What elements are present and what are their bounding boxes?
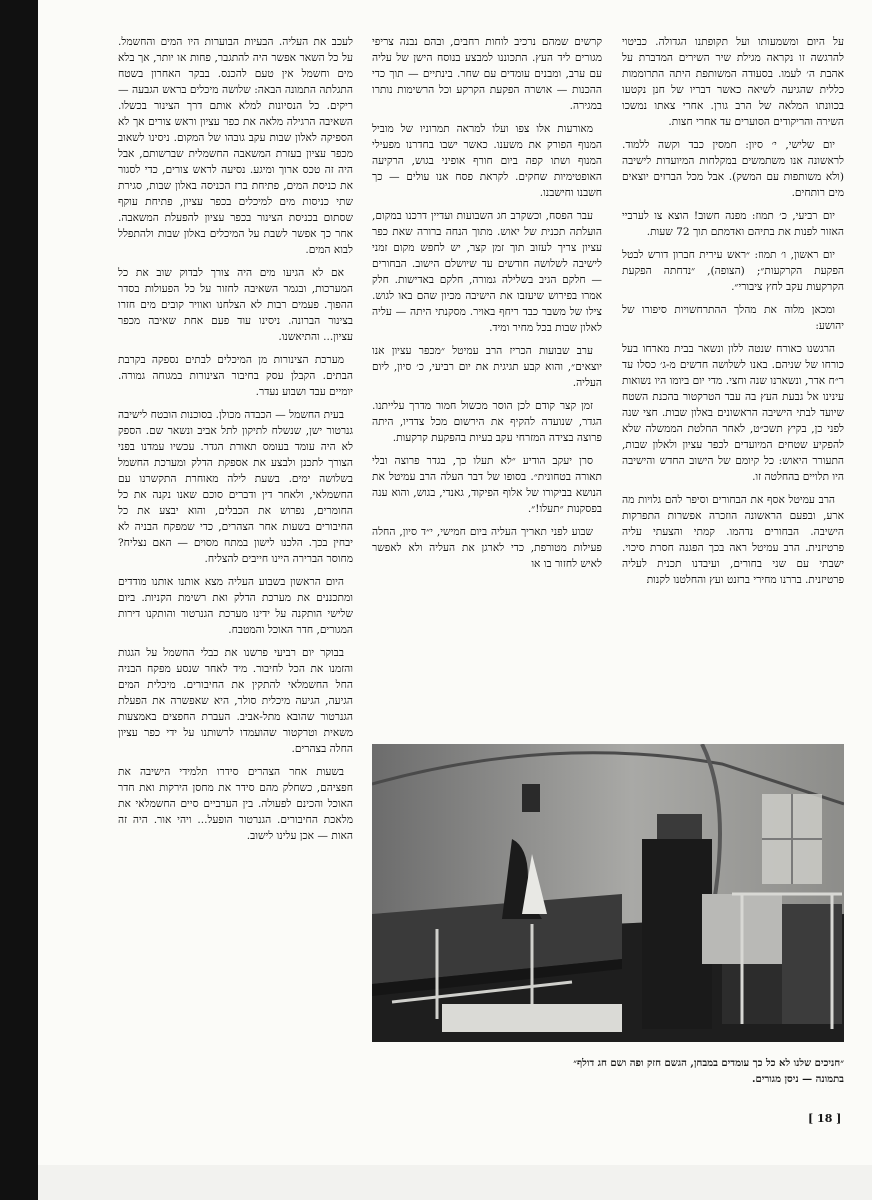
text-column-right	[622, 34, 844, 754]
magazine-page	[38, 0, 872, 1165]
caption-line: ״חניכים שלנו לא כל כך עומדים במבחן, הגשם חזק ופה ושם חג דולף״	[573, 1058, 844, 1069]
paragraph: יום ראשון, ו׳ תמוז: ״ראש עירית חברון דורש לבטל הפקעת הקרקעות״; (הצופה), ״נדחתה הפקעת הקרקעות עקב לחץ ציבורי״.	[622, 249, 844, 293]
scan-edge	[0, 0, 38, 1200]
paragraph: סרן יעקב הודיע ״לא תעלו כך, בגדר פרוצה ובלי תאורה בטחונית״. בסופו של דבר העלה הרב עמיטל את הנושא בביקורו של אלוף הפיקוד, גאנדי, בגוש, והוא ענה בפסקנות ״תעלו!״.	[372, 455, 602, 515]
interior-photo	[372, 744, 844, 1042]
text-column-left	[118, 34, 353, 1082]
paragraph: עבר הפסח, וכשקרב חג השבועות ועדיין דרכנו במקום, הועלתה תכנית של יאוש. מתוך הנחה ברורה שאת כפר עציון צריך לעזוב תוך זמן קצר, יש לחפש מקום זמני לישיבה לשלושה חודשים עד שיושלם הישוב. הבחורים — חלקם הגיב בשלילה גמורה, חלקם באדישות. חלק אמרו בפירוש שיעזבו את הישיבה מכיון שהם באו לגוש. צילו של משבר כבד ריחף באויר. מסקנתי היתה — עליה לאלון שבות בכל מחיר ומיד.	[372, 210, 602, 334]
paragraph: בשעות אחר הצהרים סידרו תלמידי הישיבה את חפציהם, כשחלק מהם סידר את מחסן הירקות ואת חדר האוכל והכינם לפעולה. בין הערביים סיים החשמלאי את מלאכת החיבורים. הגנרטור הופעל... ויהי אור. היה זה האות — אכן עלינו לישוב.	[118, 766, 353, 842]
paragraph: יום שלישי, י׳ סיון: חמסין כבד וקשה ללמוד. לראשונה אנו משתמשים במקלחות המיועדות לישיבה (ולא משותפות עם המשק). אבל מכל הברזים יוצאים מים רותחים.	[622, 139, 844, 199]
caption-line: בתמונה — ניסן מגורים.	[751, 1074, 844, 1085]
paragraph: על היום ומשמעותו ועל תקופתנו הגדולה. כביטוי להרגשה זו נקראה מגילת שיר השירים המדברת על אהבת ה׳ לעמו. בסעודה המשותפת היתה התרוממות כללית שהגיעה לשיאה כאשר דבריו של חנן נקטעו בכוונתו המלאה של הרב גורן. אחרי צאתו נמשכו השירה והריקודים הסוערים עד אחרי חצות.	[622, 36, 844, 128]
paragraph: היום הראשון בשבוע העליה מצא אותנו אותנו מודדים ומתכננים את מערכת הדלק ואת רשימת הקניות. ביום שלישי הותקנה על ידינו מערכת הגנרטור והותקנו דירות המגורים, חדר האוכל והמטבח.	[118, 576, 353, 636]
paragraph: הרגשנו כאורח שנטה ללון ונשאר בבית מארחו בעל כורחו של שניהם. באנו לשלושה חדשים מ-ג׳ כסלו עד ר״ח אדר, ונשארנו שנה וחצי. מדי יום ביומו היו נשואות עינינו אל גבעת העץ בה עבד הטרקטור בהכנת השטח שיועד לבתי הישיבה הראשונים באלון שבות. חצי שנה לפני כן, בקיץ תשכ״ט, לאחר החלטת הממשלה שלא להפקיע שטחים המיועדים לכפר עציון ולאלון שבות, התעורר היאוש: כל קיומם של הישוב החדש והישיבה היו תלויים בהחלטה זו.	[622, 343, 844, 483]
paragraph: בבוקר יום רביעי פרשנו את כבלי החשמל על הגגות והזמנו את הכל לחיבור. מיד לאחר שנסע מפקח הבניה החל החשמלאי להתקין את החיבורים. מיכלית המים הגיעה, הגיעה מיכלית סולר, היא שאפשרה את הפעלת הגנרטור שהובא מתל-אביב. העברת החפצים באמצעות משאית וטרקטור שהועמדו לרשותנו על ידי כפר עציון החלה בצהרים.	[118, 647, 353, 755]
paragraph: זמן קצר קודם לכן הוסר מכשול חמור מדרך עלייתנו. הגדר, שנועדה להקיף את הירשום מכל צדדיו, היתה פרוצה בצידה המזרחי עקב בעיות בהפקעת קרקעות.	[372, 400, 602, 444]
paragraph: יום רביעי, כ׳ תמוז: מפנה חשוב! הוצא צו לערביי האזור לפנות את בתיהם ואדמתם תוך 72 שעות.	[622, 210, 844, 238]
paragraph: מערכת הצינורות מן המיכלים לבתים נספקה בקרבת הבתים. הקבלן עסק בחיבור הצינורות במגוחה גמורה. יומיים עבד ושבוע נעדר.	[118, 354, 353, 398]
paragraph: שבוע לפני תאריך העליה ביום חמישי, י״ד סיון, החלה פעילות מטורפת, כדי לארגן את העליה ולא לאפשר לאיש לחזור בו או	[372, 526, 602, 570]
paragraph: אם לא הגיעו מים היה צורך לבדוק שוב את כל המערכות, ובגמר השאיבה לחזור על כל הפעולות בסדר ההפוך. פעמים רבות לא הצלחנו ואוויר קובים מים חזרו בצינור הברונה. ניסינו עוד פעם אחת שאיבה מכפר עציון... והתיאשנו.	[118, 267, 353, 343]
paragraph: ומכאן מלוה את מהלך ההתרחשויות סיפורו של יהושע:	[622, 304, 844, 332]
paragraph: לעכב את העליה. הבעיות הבוערות היו המים והחשמל. על כל השאר אפשר היה להתגבר, פחות או יותר, אך בלא מים וחשמל אין טעם להכנס. בבקר האחרון בשטח התגלתה התמונה הבאה: שלושה מיכלים בראש הגבעה — ריקים. כל הנסיונות למלא אותם דרך הצינור בכשלו. השאיבה הרגילה מלאה את כפר עציון וראש צורים אך לא הספיקה לאלון שבות עקב גובהו של המקום. ניסינו לשאוב מכפר עציון בעזרת המשאבה החשמלית שברשותם, אבל היה זה טכס ארוך ומיגע. נסיעה לראש צורים, כדי לסגור את כניסת המים, פתיחת ברז הכניסה באלון שבות, סגירת שתי כניסות מים למיכלים בכפר עציון, פתיחת עוקף שסתום בכניסת הצינור בכפר עציון להפעלת המשאבה. אחר כך אפשר לשבת על המיכלים באלון שבות ולהתפלל לבוא המים.	[118, 36, 353, 256]
paragraph: הרב עמיטל אסף את הבחורים וסיפר להם גלויות מה ארע, ובפעם הראשונה הוזכרה אפשרות התפרקות הישיבה. הבחורים נדהמו. קמתי והצעתי עליה פרטיזנית. הרב עמיטל ראה בכך הפגנה חסרת סיכוי. ישבתי עם שני בחורים, ועיבדנו תכנית לעליה פרטיזנית. בררנו מחירי ברזנט ועץ והחלטנו לקנות	[622, 494, 844, 586]
text-column-middle	[372, 34, 602, 746]
paragraph: ערב שבועות הכריז הרב עמיטל ״מכפר עציון אנו יוצאים״, והוא קבע תגיגית את יום רביעי, כ׳ סיון, ליום העליה.	[372, 345, 602, 389]
paragraph: קרשים שמהם נרכיב לוחות רחבים, ובהם נבנה צריפי מגורים ליד העץ. התכוננו למבצע בנוסח הישן של עליה עם ערב, ומבנים עומדים עם שחר. בינתיים — תוך כדי ההכנות — אושרה הפקעת הקרקע וכל הרשימות נותרו במגירה.	[372, 36, 602, 112]
paragraph: מאורעות אלו צפו ועלו למראה תמרוניו של מוביל המנוף הפורק את משענו. כאשר ישבו בחדרנו מפעילי המנוף ושתו קפה ביום חורף אופיני בגוש, הרקיעה האופטימיות שחקים. לקראת פסח אנו עולים — כך חשבנו וחישבנו.	[372, 123, 602, 199]
photo-illustration	[372, 744, 844, 1042]
paragraph: בעית החשמל — הכבדה מכולן. בסוכנות הובטח לישיבה גנרטור ישן, שנשלח לתיקון לתל אביב ונשאר שם. הספק לא היה עומד בעומס תאורת הגדר. עכשיו עמדנו בפני הצורך לתכנן ולבצע את אספקת הדלק ומערכת החשמל בשלושה ימים. בשעת לילה מאוחרת התקשרנו עם החשמלאי, ולאחר דין ודברים סוכם שאנו נקנה את כל החומרים, נפרוש את הכבלים, והוא יבצע את כל החיבורים בשעות אחר הצהרים, כדי שמפקח הבניה לא יבחין בכך. הלכנו לישון במתח מסוים — האם נצליח? מחוסר הברירה היינו חייבים להצליח.	[118, 409, 353, 565]
photo-caption	[438, 1056, 844, 1088]
page-number: [ 18 ]	[808, 1112, 842, 1125]
